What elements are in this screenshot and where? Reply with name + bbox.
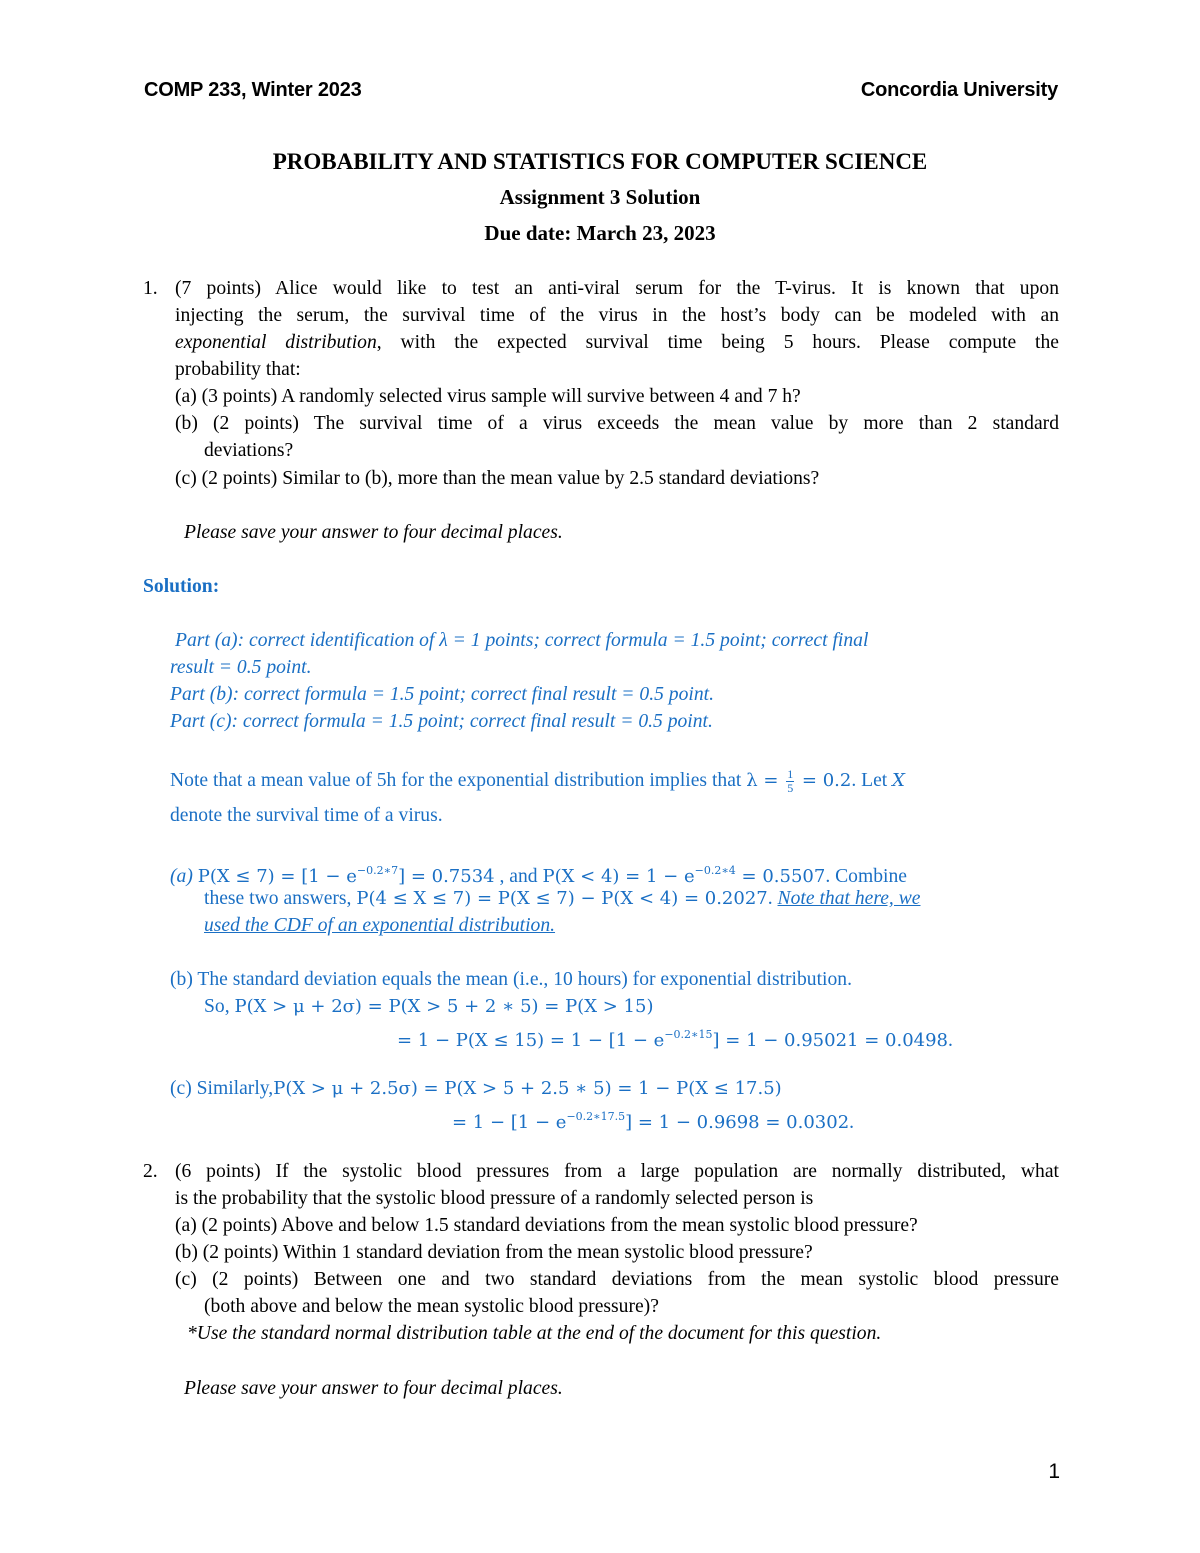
subquestion-c: (c) (2 points) Similar to (b), more than the mean value by 2.5 standard deviations? xyxy=(175,468,820,489)
rubric-text: Part (c): correct formula = 1.5 point; correct final result = 0.5 point. xyxy=(170,711,713,732)
assignment-subtitle: Assignment 3 Solution xyxy=(499,185,701,209)
subquestion-b: (b) (2 points) Within 1 standard deviation from the mean systolic blood pressure? xyxy=(175,1242,813,1263)
solution-note: denote the survival time of a virus. xyxy=(170,805,443,826)
solution-note: Note that a mean value of 5h for the exponential distribution implies that λ = $\frac{1}{5}$ = 0.2. Let X xyxy=(170,767,905,795)
precision-note: Please save your answer to four decimal places. xyxy=(184,1378,563,1399)
precision-note: Please save your answer to four decimal places. xyxy=(184,522,563,543)
solution-label: Solution: xyxy=(143,576,220,597)
rubric-text: Part (a): correct identification of λ = 1 points; correct formula = 1.5 point; correct final xyxy=(175,630,869,651)
table-note: *Use the standard normal distribution table at the end of the document for this question. xyxy=(187,1323,882,1344)
subquestion-c: (c) (2 points) Between one and two standard deviations from the mean systolic blood pressure xyxy=(175,1269,1059,1290)
solution-part-a: (a) $P(X \le 7) = [1 - e^{-0.2∗7}] = 0.7534$ , and $P(X < 4) = 1 - e^{-0.2∗4} = 0.5507$. Combine xyxy=(170,864,907,887)
solution-part-b: = $1 - P(X \le 15) = 1 - [1 - e^{-0.2∗15}] = 1 - 0.95021 = 0.0498$. xyxy=(397,1028,953,1051)
subquestion-b: (b) (2 points) The survival time of a virus exceeds the mean value by more than 2 standard xyxy=(175,413,1059,434)
cdf-note: Note that here, we xyxy=(777,888,921,909)
fraction-one-fifth: $\frac{1}{5}$ xyxy=(787,767,794,795)
subquestion-b-cont: deviations? xyxy=(204,440,294,461)
solution-part-c: (c) Similarly,P(X > μ + 2.5σ) = P(X > 5 + 2.5 ∗ 5) = 1 − P(X ≤ 17.5) xyxy=(170,1078,782,1099)
question-text: exponential distribution, with the expected survival time being 5 hours. Please compute the xyxy=(175,332,1059,353)
question-text: injecting the serum, the survival time of the virus in the host’s body can be modeled with an xyxy=(175,305,1059,326)
page-number: 1 xyxy=(1048,1460,1060,1483)
question-text: probability that: xyxy=(175,359,301,380)
university-header: Concordia University xyxy=(860,79,1058,101)
question-text: is the probability that the systolic blood pressure of a randomly selected person is xyxy=(175,1188,814,1209)
subquestion-a: (a) (2 points) Above and below 1.5 standard deviations from the mean systolic blood pressure? xyxy=(175,1215,918,1236)
cdf-note: used the CDF of an exponential distribution. xyxy=(204,915,556,936)
solution-part-b: So, P(X > μ + 2σ) = P(X > 5 + 2 ∗ 5) = P(X > 15) xyxy=(204,996,654,1017)
subquestion-a: (a) (3 points) A randomly selected virus sample will survive between 4 and 7 h? xyxy=(175,386,801,407)
question-text: (6 points) If the systolic blood pressures from a large population are normally distributed, what xyxy=(175,1161,1059,1182)
question-text: (7 points) Alice would like to test an anti-viral serum for the T-virus. It is known that upon xyxy=(175,278,1059,299)
solution-part-a: these two answers, P(4 ≤ X ≤ 7) = P(X ≤ 7) − P(X < 4) = 0.2027. Note that here, we xyxy=(204,888,921,909)
rubric-text: result = 0.5 point. xyxy=(170,657,312,678)
emphasis-text: exponential distribution xyxy=(175,332,377,353)
question-number: 2. xyxy=(143,1161,158,1182)
document-title: PROBABILITY AND STATISTICS FOR COMPUTER SCIENCE xyxy=(272,149,928,174)
question-number: 1. xyxy=(143,278,158,299)
course-header: COMP 233, Winter 2023 xyxy=(144,79,362,101)
subquestion-c-cont: (both above and below the mean systolic blood pressure)? xyxy=(204,1296,659,1317)
solution-part-b: (b) The standard deviation equals the mean (i.e., 10 hours) for exponential distribution. xyxy=(170,969,852,990)
due-date: Due date: March 23, 2023 xyxy=(484,221,716,245)
rubric-text: Part (b): correct formula = 1.5 point; correct final result = 0.5 point. xyxy=(170,684,714,705)
solution-part-c: = $1 - [1 - e^{-0.2∗17.5}] = 1 - 0.9698 = 0.0302$. xyxy=(452,1110,855,1133)
